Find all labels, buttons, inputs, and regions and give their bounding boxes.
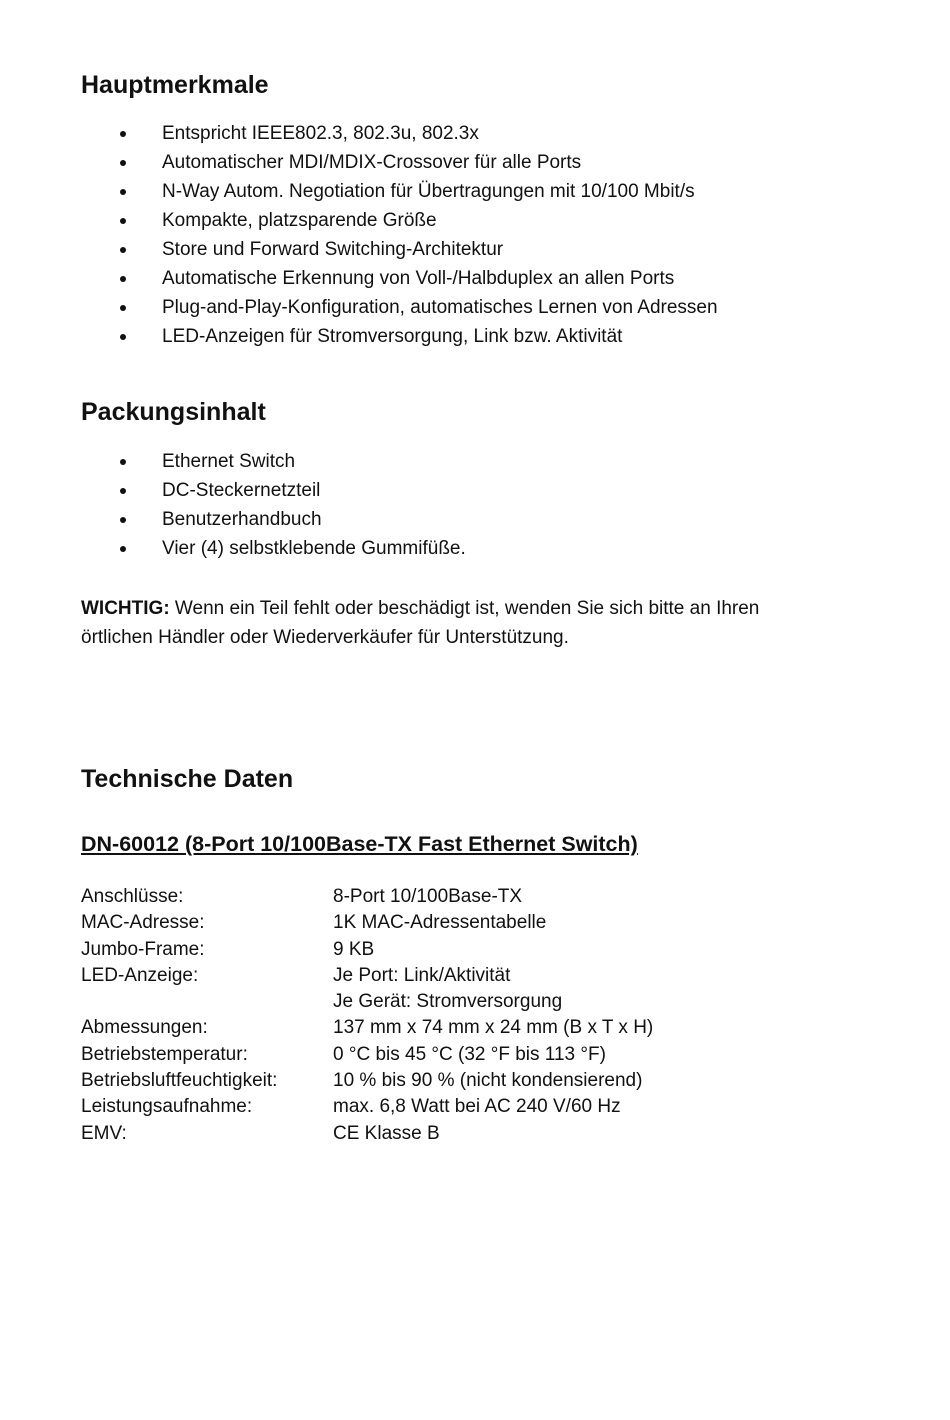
spec-label: LED-Anzeige:	[81, 964, 199, 986]
spec-value: 137 mm x 74 mm x 24 mm (B x T x H)	[333, 1017, 654, 1039]
bullet-icon	[120, 218, 126, 224]
features-list	[81, 119, 718, 351]
list-item-text: Kompakte, platzsparende Größe	[162, 210, 437, 231]
list-item-text: Vier (4) selbstklebende Gummifüße.	[162, 538, 466, 559]
features-heading: Hauptmerkmale	[81, 71, 269, 99]
spec-value: 10 % bis 90 % (nicht kondensierend)	[333, 1070, 643, 1092]
list-item-text: LED-Anzeigen für Stromversorgung, Link bzw. Aktivität	[162, 326, 623, 347]
list-item	[81, 476, 466, 505]
model-title: DN-60012 (8-Port 10/100Base-TX Fast Ethernet Switch)	[81, 832, 638, 856]
list-item	[81, 177, 718, 206]
bullet-icon	[120, 488, 126, 494]
spec-label	[81, 989, 333, 1015]
package-heading: Packungsinhalt	[81, 398, 266, 426]
list-item-text: Store und Forward Switching-Architektur	[162, 239, 504, 260]
bullet-icon	[120, 517, 126, 523]
list-item-text: Ethernet Switch	[162, 451, 296, 472]
spec-label: Betriebstemperatur:	[81, 1043, 248, 1065]
list-item	[81, 264, 718, 293]
bullet-icon	[120, 189, 126, 195]
spec-row	[81, 884, 801, 910]
spec-value: 9 KB	[333, 938, 375, 960]
specs-table	[81, 884, 801, 1147]
specs-heading: Technische Daten	[81, 765, 294, 793]
spec-label: Jumbo-Frame:	[81, 938, 205, 960]
spec-value: 1K MAC-Adressentabelle	[333, 912, 547, 934]
list-item	[81, 293, 718, 322]
note-text: Wenn ein Teil fehlt oder beschädigt ist, wenden Sie sich bitte an Ihren örtlichen Händler oder Wiederverkäufer für Unterstützung.	[81, 598, 760, 648]
spec-row	[81, 989, 801, 1015]
note-label: WICHTIG:	[81, 598, 170, 619]
bullet-icon	[120, 459, 126, 465]
spec-value: Je Gerät: Stromversorgung	[333, 991, 563, 1013]
spec-label: EMV:	[81, 1122, 127, 1144]
spec-row	[81, 1015, 801, 1041]
bullet-icon	[120, 305, 126, 311]
bullet-icon	[120, 334, 126, 340]
list-item	[81, 148, 718, 177]
list-item	[81, 447, 466, 476]
spec-value: Je Port: Link/Aktivität	[333, 964, 511, 986]
spec-row	[81, 1094, 801, 1120]
list-item-text: Benutzerhandbuch	[162, 509, 322, 530]
bullet-icon	[120, 247, 126, 253]
spec-label: Leistungsaufnahme:	[81, 1096, 253, 1118]
spec-label: Anschlüsse:	[81, 886, 184, 907]
spec-value: CE Klasse B	[333, 1122, 440, 1144]
spec-row	[81, 937, 801, 963]
bullet-icon	[120, 131, 126, 137]
list-item-text: Automatischer MDI/MDIX-Crossover für alle Ports	[162, 152, 582, 173]
list-item	[81, 206, 718, 235]
list-item-text: Plug-and-Play-Konfiguration, automatisches Lernen von Adressen	[162, 297, 718, 318]
spec-row	[81, 1121, 801, 1147]
spec-label: Betriebsluftfeuchtigkeit:	[81, 1070, 278, 1092]
list-item	[81, 235, 718, 264]
list-item-text: DC-Steckernetzteil	[162, 480, 321, 501]
spec-row	[81, 1068, 801, 1094]
important-note	[81, 594, 781, 652]
spec-label: MAC-Adresse:	[81, 912, 205, 934]
package-list	[81, 447, 466, 563]
bullet-icon	[120, 160, 126, 166]
spec-row	[81, 910, 801, 936]
list-item-text: Entspricht IEEE802.3, 802.3u, 802.3x	[162, 123, 479, 144]
list-item	[81, 119, 718, 148]
list-item	[81, 534, 466, 563]
spec-value: 0 °C bis 45 °C (32 °F bis 113 °F)	[333, 1043, 606, 1065]
list-item-text: N-Way Autom. Negotiation für Übertragungen mit 10/100 Mbit/s	[162, 181, 695, 202]
list-item	[81, 322, 718, 351]
bullet-icon	[120, 276, 126, 282]
spec-label: Abmessungen:	[81, 1017, 208, 1039]
bullet-icon	[120, 546, 126, 552]
spec-row	[81, 1042, 801, 1068]
list-item	[81, 505, 466, 534]
spec-value: max. 6,8 Watt bei AC 240 V/60 Hz	[333, 1096, 621, 1118]
list-item-text: Automatische Erkennung von Voll-/Halbduplex an allen Ports	[162, 268, 675, 289]
spec-value: 8-Port 10/100Base-TX	[333, 886, 523, 907]
spec-row	[81, 963, 801, 989]
